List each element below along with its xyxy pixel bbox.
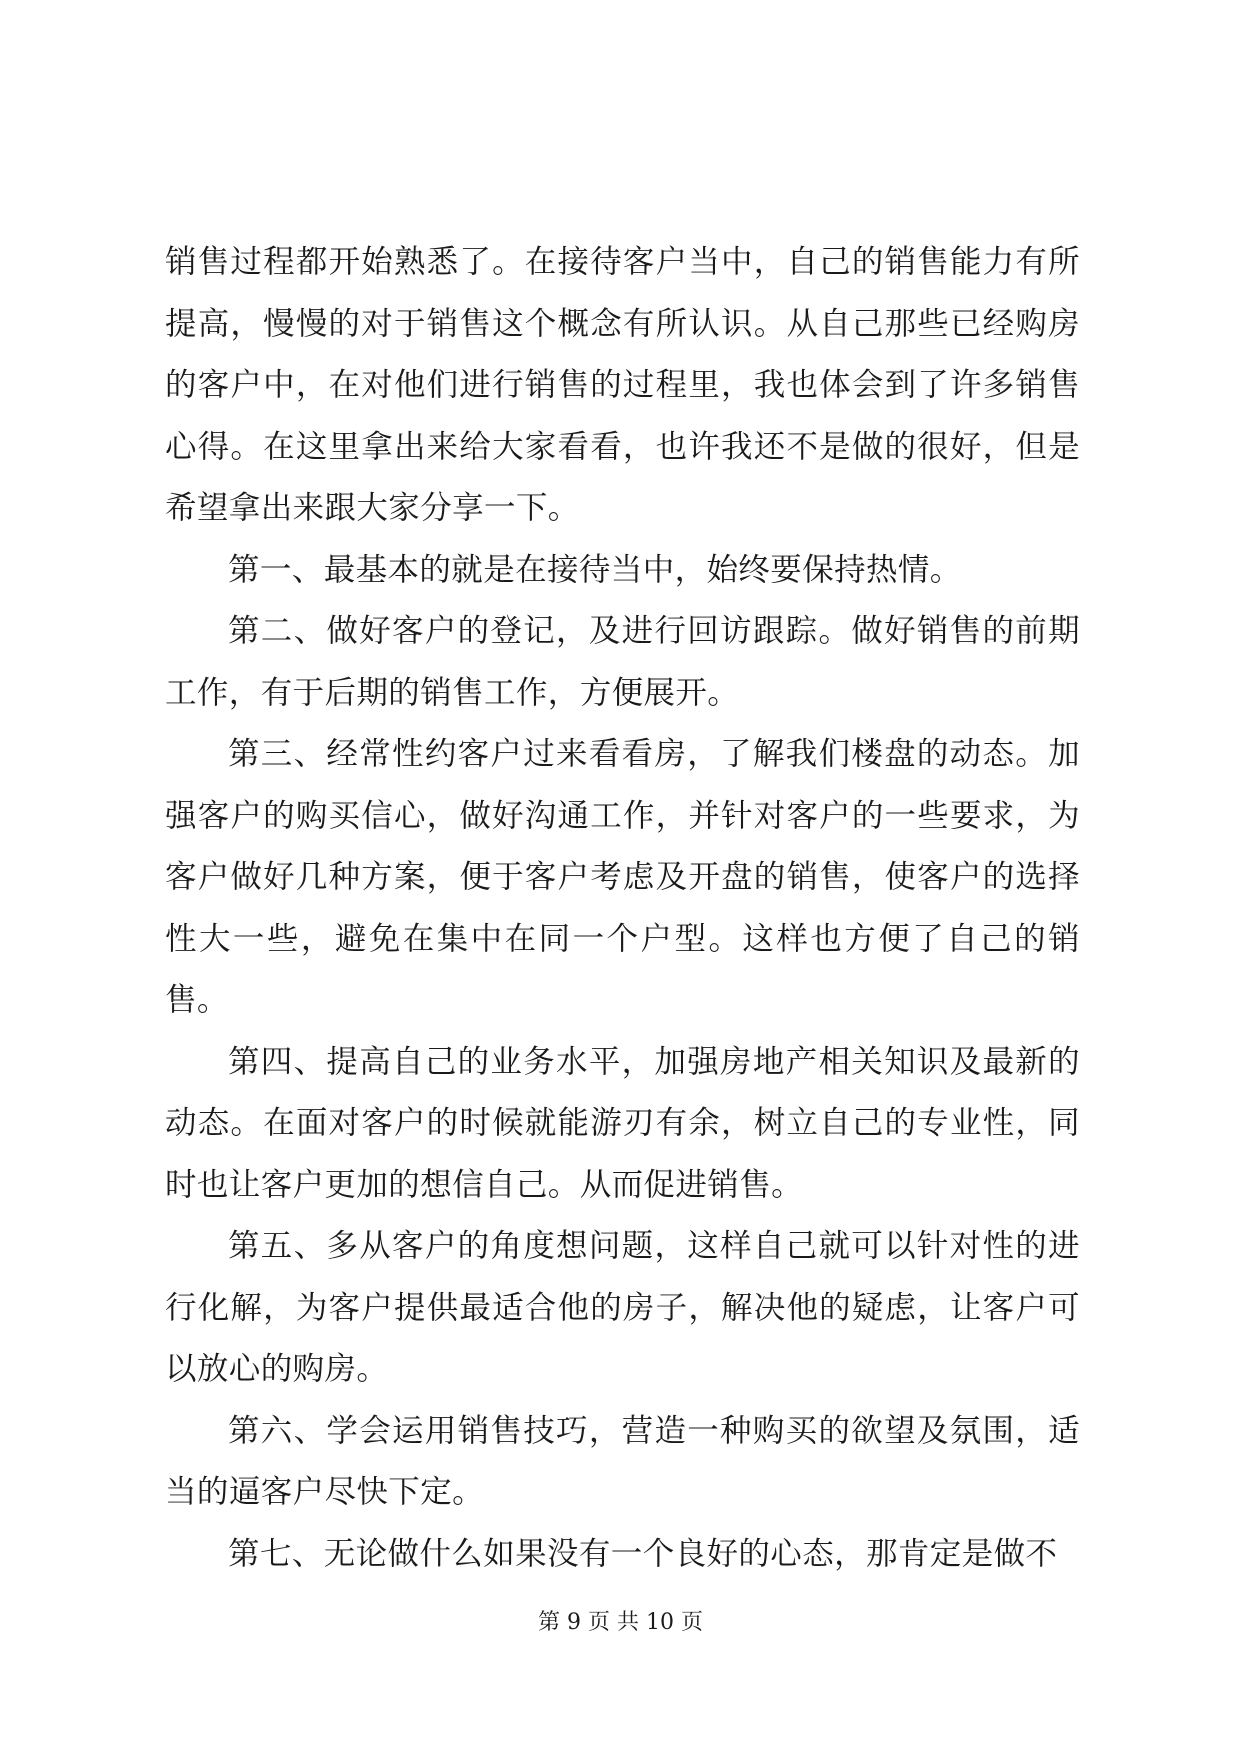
paragraph-point-4: 第四、提高自己的业务水平，加强房地产相关知识及最新的动态。在面对客户的时候就能游刃有余，树立自己的专业性，同时也让客户更加的想信自己。从而促进销售。: [165, 1043, 1080, 1203]
paragraph-point-1: 第一、最基本的就是在接待当中，始终要保持热情。: [228, 551, 962, 588]
paragraph-point-6: 第六、学会运用销售技巧，营造一种购买的欲望及氛围，适当的逼客户尽快下定。: [165, 1412, 1080, 1510]
paragraph-intro: 销售过程都开始熟悉了。在接待客户当中，自己的销售能力有所提高，慢慢的对于销售这个概念有所认识。从自己那些已经购房的客户中，在对他们进行销售的过程里，我也体会到了许多销售心得。在这里拿出来给大家看看，也许我还不是做的很好，但是希望拿出来跟大家分享一下。: [165, 244, 1080, 526]
paragraph-point-2: 第二、做好客户的登记，及进行回访跟踪。做好销售的前期工作，有于后期的销售工作，方便展开。: [165, 613, 1080, 711]
paragraph-point-7: 第七、无论做什么如果没有一个良好的心态，那肯定是做不: [228, 1535, 1058, 1572]
paragraph-point-3: 第三、经常性约客户过来看看房，了解我们楼盘的动态。加强客户的购买信心，做好沟通工作，并针对客户的一些要求，为客户做好几种方案，便于客户考虑及开盘的销售，使客户的选择性大一些，避免在集中在同一个户型。这样也方便了自己的销售。: [165, 736, 1080, 1018]
document-body: [165, 232, 1080, 1585]
paragraph-point-5: 第五、多从客户的角度想问题，这样自己就可以针对性的进行化解，为客户提供最适合他的房子，解决他的疑虑，让客户可以放心的购房。: [165, 1228, 1080, 1387]
page-number-footer: 第 9 页 共 10 页: [538, 1610, 703, 1635]
